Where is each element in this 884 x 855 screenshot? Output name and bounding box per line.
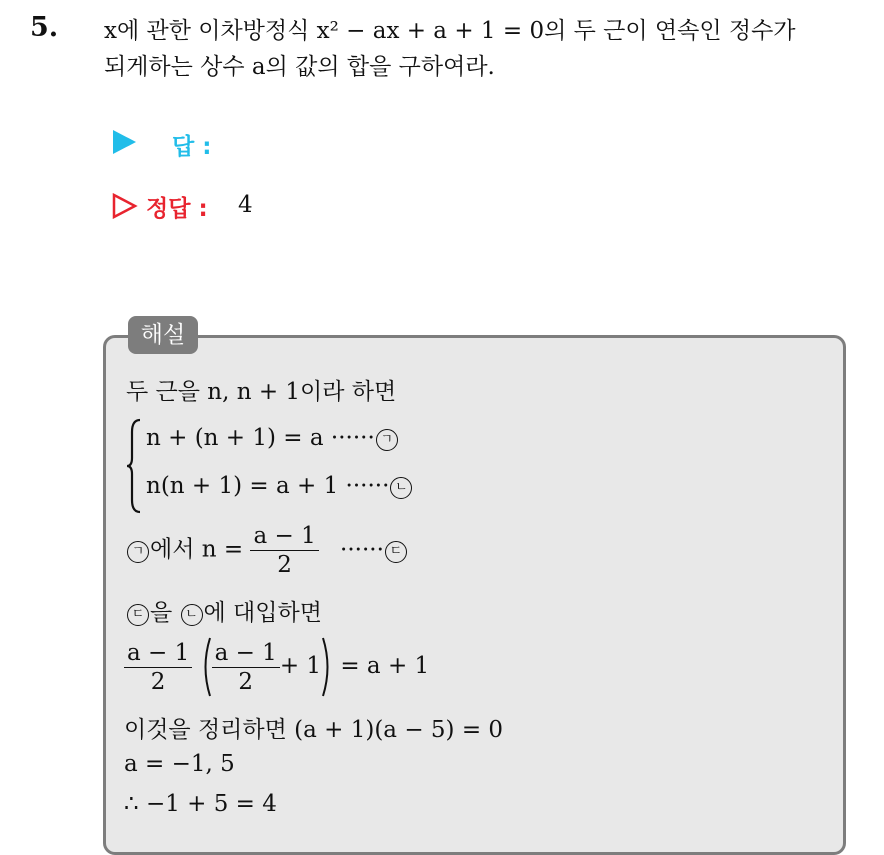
line-4-text-1: 을	[150, 600, 173, 626]
circled-label-1-ref: ㄱ	[127, 541, 149, 563]
line-3-text: 에서 n =	[150, 536, 244, 563]
explanation-line-8: ∴ −1 + 5 = 4	[124, 791, 277, 817]
equation-fraction-1-num: a − 1	[124, 639, 192, 668]
system-equation-2	[146, 473, 413, 499]
fraction-a-minus-1-over-2	[250, 522, 318, 579]
explanation-tag: 해설	[128, 316, 198, 354]
system-equation-1-text: n + (n + 1) = a ······	[146, 425, 375, 451]
explanation-line-4	[126, 594, 322, 627]
explanation-line-1: 두 근을 n, n + 1이라 하면	[126, 379, 397, 405]
question-text-line-1: x에 관한 이차방정식 x² − ax + a + 1 = 0의 두 근이 연속인 정수가	[104, 18, 796, 44]
answer-triangle-icon	[113, 130, 136, 154]
question-text-line-2: 되게하는 상수 a의 값의 합을 구하여라.	[104, 54, 495, 80]
fraction-denominator: 2	[277, 552, 292, 578]
system-equation-2-text: n(n + 1) = a + 1 ······	[146, 473, 390, 499]
solution-triangle-icon	[112, 193, 138, 219]
circled-label-2: ㄴ	[390, 477, 412, 499]
fraction-numerator: a − 1	[250, 522, 318, 551]
circled-label-3-ref: ㄷ	[127, 604, 149, 626]
solution-value: 4	[238, 192, 253, 218]
circled-label-1: ㄱ	[376, 429, 398, 451]
circled-label-2-ref: ㄴ	[181, 604, 203, 626]
equation-fraction-2	[212, 639, 280, 696]
solution-label: 정답 :	[146, 196, 208, 222]
explanation-line-6: 이것을 정리하면 (a + 1)(a − 5) = 0	[124, 717, 504, 743]
circled-label-3: ㄷ	[385, 541, 407, 563]
equation-fraction-2-num: a − 1	[212, 639, 280, 668]
explanation-line-3	[126, 522, 408, 579]
equation-fraction-2-den: 2	[238, 668, 253, 695]
system-brace	[126, 418, 142, 514]
equation-fraction-1-den: 2	[150, 668, 166, 695]
answer-label: 답 :	[172, 134, 212, 160]
system-equation-1	[146, 425, 399, 451]
left-paren	[200, 636, 212, 698]
equation-fraction-1	[124, 639, 192, 696]
line-4-text-2: 에 대입하면	[203, 600, 322, 626]
explanation-equation	[124, 636, 429, 698]
equation-plus-one: + 1	[279, 653, 322, 679]
question-number: 5.	[30, 12, 59, 43]
ellipsis: ······	[340, 536, 384, 563]
equation-rhs: = a + 1	[340, 653, 430, 679]
right-paren	[321, 636, 333, 698]
explanation-line-7: a = −1, 5	[124, 751, 235, 777]
